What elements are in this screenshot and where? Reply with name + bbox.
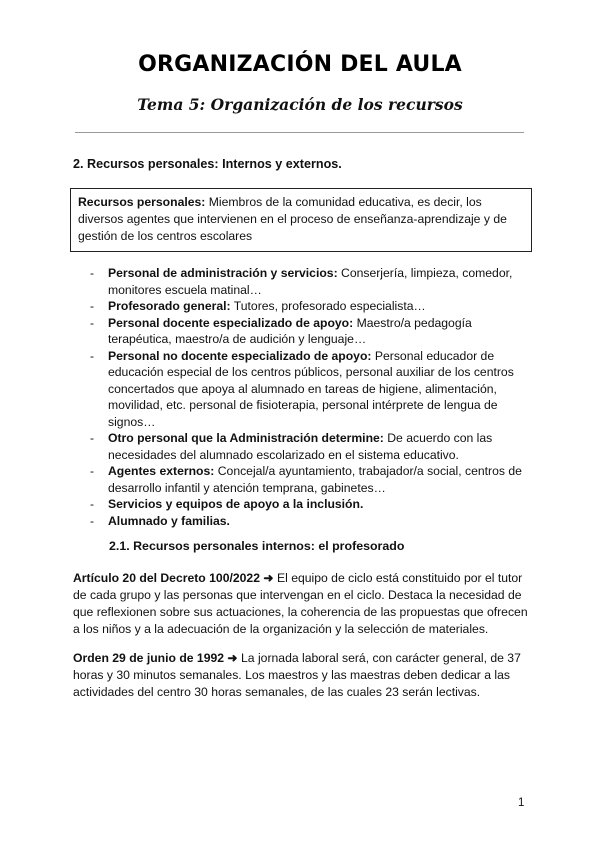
definition-box [70,188,532,252]
paragraph-reference: Orden 29 de junio de 1992 ➜ [73,651,238,665]
document-title: ORGANIZACIÓN DEL AULA [138,52,462,77]
page-number: 1 [518,797,525,809]
list-item [90,348,530,431]
paragraph-decreto [73,570,529,638]
list-item [90,315,530,348]
bullet-dash: - [90,431,95,445]
definition-term: Recursos personales: [78,195,206,209]
list-item-label: Alumnado y familias. [108,513,230,528]
list-item [90,513,530,530]
list-item-label: Personal no docente especializado de apoyo: [108,348,372,363]
horizontal-divider [75,132,524,133]
definition-text: Miembros de la comunidad educativa, es decir, los diversos agentes que intervienen en el proceso de enseñanza-aprendizaje y de gestión de los centros escolares [78,195,507,243]
list-item-label: Otro personal que la Administración determine: [108,431,384,445]
list-item-text: Concejal/a ayuntamiento, trabajador/a social, centros de desarrollo infantil y atención temprana, gabinetes… [108,464,522,495]
list-item-label: Agentes externos: [108,464,215,478]
list-item [90,496,530,513]
list-item-text: Conserjería, limpieza, comedor, monitores escuela matinal… [108,266,513,297]
list-item-text: Maestro/a pedagogía terapéutica, maestro/a de audición y lenguaje… [108,315,472,346]
bullet-dash: - [90,266,95,280]
bullet-dash: - [90,348,95,363]
list-item [90,298,530,315]
paragraph-text: La jornada laboral será, con carácter general, de 37 horas y 30 minutos semanales. Los maestros y las maestras deben dedicar a las actividades del centro 30 horas semanales, de las cuales 23 serán lectivas. [73,651,521,699]
bullet-dash: - [90,497,95,511]
list-item-label: Profesorado general: [108,299,231,313]
subsection-heading: 2.1. Recursos personales internos: el profesorado [109,539,405,553]
paragraph-orden [73,650,529,701]
section-heading: 2. Recursos personales: Internos y externos. [73,157,342,171]
list-item-label: Servicios y equipos de apoyo a la inclusión. [108,497,364,511]
paragraph-reference: Artículo 20 del Decreto 100/2022 ➜ [73,571,274,585]
paragraph-text: El equipo de ciclo está constituido por el tutor de cada grupo y las personas que intervengan en el ciclo. Destaca la necesidad de que reflexionen sobre sus actuaciones, la coherencia de las propuestas que ofrecen a los niños y a la adecuación de la organización y la selección de materiales. [73,571,528,636]
list-item [90,265,530,298]
list-item [90,430,530,463]
list-item [90,463,530,496]
list-item-label: Personal docente especializado de apoyo: [108,315,354,330]
list-item-text: Tutores, profesorado especialista… [233,299,426,313]
bullet-dash: - [90,299,95,313]
bullet-dash: - [90,315,95,330]
resource-list [90,265,530,529]
list-item-label: Personal de administración y servicios: [108,266,338,280]
list-item-text: De acuerdo con las necesidades del alumnado escolarizado en el sistema educativo. [108,431,493,462]
bullet-dash: - [90,513,95,528]
document-subtitle: Tema 5: Organización de los recursos [137,95,463,114]
bullet-dash: - [90,464,95,478]
list-item-text: Personal educador de educación especial de los centros públicos, personal auxiliar de los centros concertados que apoya al alumnado en tareas de higiene, alimentación, movilidad, etc. personal de fisioterapia, personal intérprete de lengua de signos… [108,348,514,429]
